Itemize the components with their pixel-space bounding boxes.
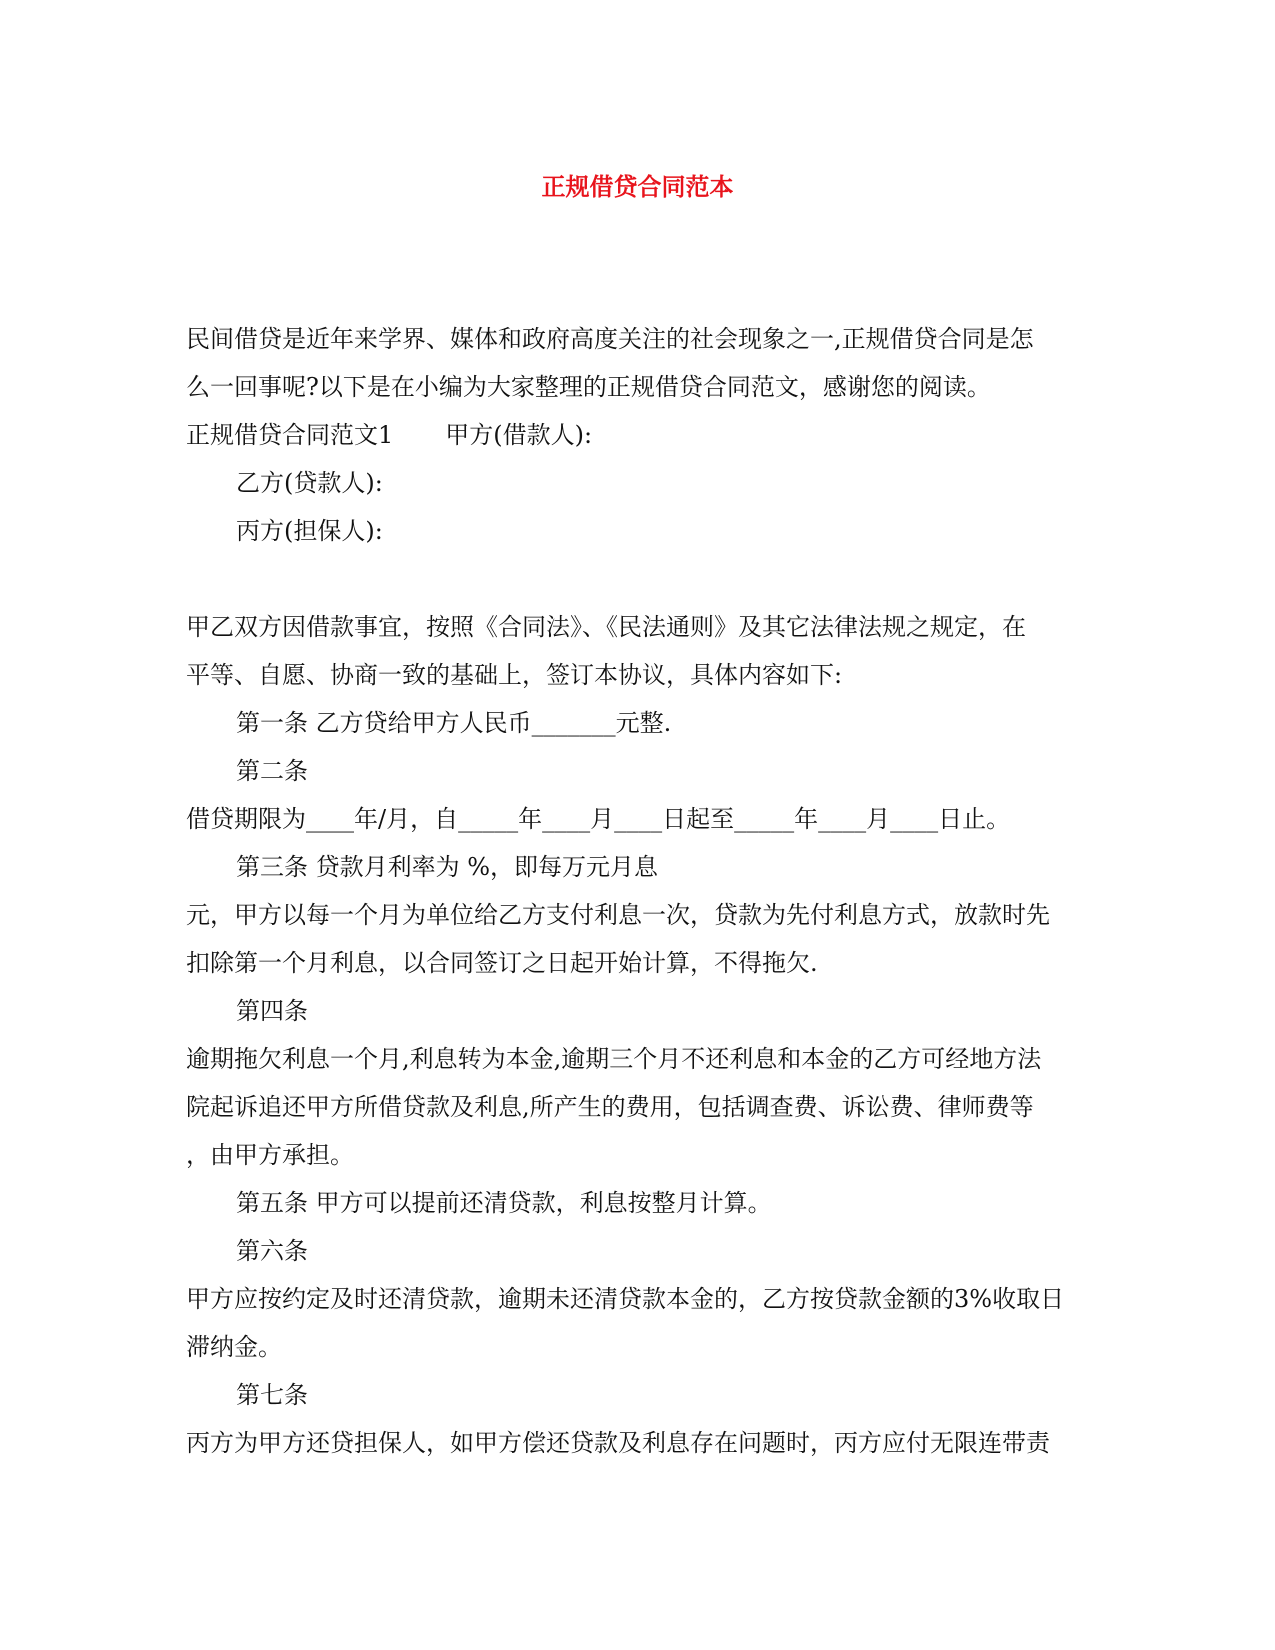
article-2-heading: 第二条 xyxy=(236,757,308,785)
article-6-text: 滞纳金。 xyxy=(186,1333,282,1361)
article-3-heading: 第三条 贷款月利率为 %，即每万元月息 xyxy=(236,853,659,881)
party-b-label: 乙方(贷款人): xyxy=(236,469,383,497)
party-a-label: 甲方(借款人): xyxy=(445,421,593,449)
article-6-text: 甲方应按约定及时还清贷款，逾期未还清贷款本金的，乙方按贷款金额的3%收取日 xyxy=(186,1285,1065,1313)
article-4-text: ，由甲方承担。 xyxy=(186,1141,354,1169)
article-4-text: 院起诉追还甲方所借贷款及利息,所产生的费用，包括调查费、诉讼费、律师费等 xyxy=(186,1093,1034,1121)
article-2-text: 借贷期限为____年/月，自_____年____月____日起至_____年____月____日止。 xyxy=(186,805,1011,833)
paragraph-line: 平等、自愿、协商一致的基础上，签订本协议，具体内容如下: xyxy=(186,661,843,689)
article-1: 第一条 乙方贷给甲方人民币_______元整. xyxy=(236,709,672,737)
article-4-heading: 第四条 xyxy=(236,997,308,1025)
sample-heading: 正规借贷合同范文1 xyxy=(186,421,394,449)
article-6-heading: 第六条 xyxy=(236,1237,308,1265)
document-title: 正规借贷合同范本 xyxy=(541,172,734,201)
party-c-label: 丙方(担保人): xyxy=(236,517,383,545)
blank-line xyxy=(186,555,1091,603)
paragraph-line: 甲乙双方因借款事宜，按照《合同法》、《民法通则》及其它法律法规之规定，在 xyxy=(186,613,1026,641)
document-body xyxy=(186,315,1091,1467)
article-4-text: 逾期拖欠利息一个月,利息转为本金,逾期三个月不还利息和本金的乙方可经地方法 xyxy=(186,1045,1042,1073)
paragraph-line: 民间借贷是近年来学界、媒体和政府高度关注的社会现象之一,正规借贷合同是怎 xyxy=(186,325,1034,353)
article-3-text: 扣除第一个月利息，以合同签订之日起开始计算，不得拖欠. xyxy=(186,949,818,977)
article-7-heading: 第七条 xyxy=(236,1381,308,1409)
article-5: 第五条 甲方可以提前还清贷款，利息按整月计算。 xyxy=(236,1189,772,1217)
paragraph-line: 么一回事呢?以下是在小编为大家整理的正规借贷合同范文，感谢您的阅读。 xyxy=(186,373,991,401)
article-7-text: 丙方为甲方还贷担保人，如甲方偿还贷款及利息存在问题时，丙方应付无限连带责 xyxy=(186,1429,1050,1457)
sample-heading-line xyxy=(186,411,1091,459)
article-3-text: 元，甲方以每一个月为单位给乙方支付利息一次，贷款为先付利息方式，放款时先 xyxy=(186,901,1050,929)
